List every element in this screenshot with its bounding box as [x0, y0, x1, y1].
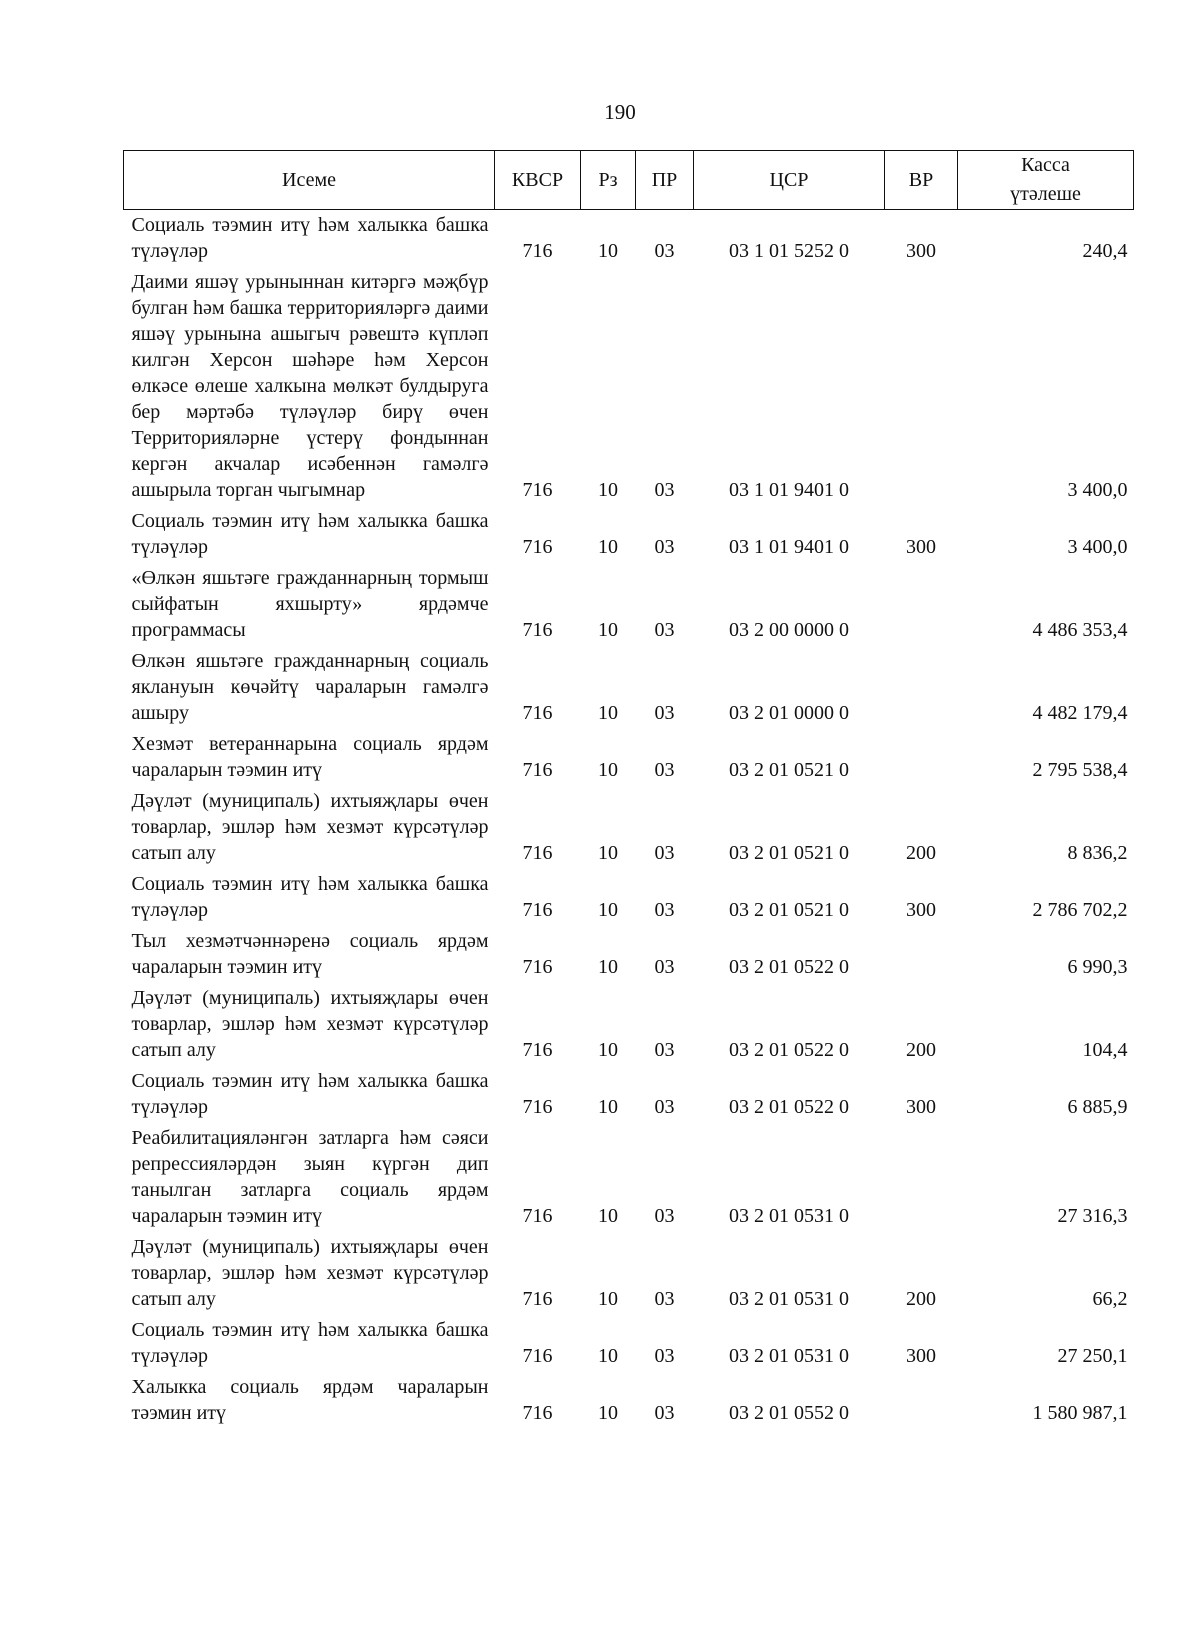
cell-name: Социаль тәэмин итү һәм халыкка башка түләүләр [131, 1070, 489, 1118]
cell-csr: 03 1 01 9401 0 [729, 536, 849, 558]
cell-kvsr: 716 [522, 1345, 553, 1367]
cell-vr [885, 1123, 958, 1232]
table-row [124, 1123, 1134, 1232]
header-row [124, 151, 1134, 210]
cell-vr [885, 646, 958, 729]
cell-pr: 03 [654, 1345, 675, 1367]
cell-rz: 10 [598, 1345, 618, 1367]
cell-rz: 10 [598, 1402, 618, 1424]
cell-name: Дәүләт (муниципаль) ихтыяҗлары өчен товарлар, эшләр һәм хезмәт күрсәтүләр сатып алу [131, 1236, 489, 1310]
cell-sum: 1 580 987,1 [1032, 1402, 1128, 1424]
cell-sum: 4 482 179,4 [1032, 702, 1128, 724]
cell-kvsr: 716 [522, 1039, 553, 1061]
header-sum [958, 151, 1134, 210]
cell-csr: 03 2 00 0000 0 [729, 619, 849, 641]
cell-sum: 3 400,0 [1067, 536, 1128, 558]
cell-kvsr: 716 [522, 842, 553, 864]
cell-name: Хезмәт ветераннарына социаль ярдәм чараларын тәэмин итү [131, 733, 489, 781]
cell-pr: 03 [654, 956, 675, 978]
table-row [124, 1066, 1134, 1123]
cell-kvsr: 716 [522, 1205, 553, 1227]
cell-vr: 300 [906, 1096, 936, 1118]
cell-rz: 10 [598, 702, 618, 724]
cell-pr: 03 [654, 1096, 675, 1118]
cell-vr: 200 [906, 842, 936, 864]
cell-name: Социаль тәэмин итү һәм халыкка башка түләүләр [131, 214, 489, 262]
cell-sum: 8 836,2 [1067, 842, 1128, 864]
header-sum-line1: Касса [1021, 154, 1070, 176]
cell-vr [885, 563, 958, 646]
cell-csr: 03 2 01 0000 0 [729, 702, 849, 724]
cell-sum: 240,4 [1082, 240, 1128, 262]
cell-rz: 10 [598, 240, 618, 262]
cell-kvsr: 716 [522, 1402, 553, 1424]
cell-sum: 6 885,9 [1067, 1096, 1128, 1118]
cell-pr: 03 [654, 240, 675, 262]
cell-csr: 03 2 01 0531 0 [729, 1205, 849, 1227]
cell-kvsr: 716 [522, 759, 553, 781]
table-row [124, 1232, 1134, 1315]
cell-rz: 10 [598, 1205, 618, 1227]
cell-pr: 03 [654, 1402, 675, 1424]
table-row [124, 646, 1134, 729]
header-sum-line2: үтәлеше [1010, 183, 1081, 205]
cell-sum: 4 486 353,4 [1032, 619, 1128, 641]
cell-sum: 27 316,3 [1057, 1205, 1128, 1227]
cell-name: Дәүләт (муниципаль) ихтыяҗлары өчен товарлар, эшләр һәм хезмәт күрсәтүләр сатып алу [131, 987, 489, 1061]
cell-name: Даими яшәү урыныннан китәргә мәҗбүр булган һәм башка территорияләргә даими яшәү урынына ашыгыч рәвештә күпләп килгән Херсон шәһәре һәм Херсон өлкәсе өлеше халкына мөлкәт булдыруга бер мәртәбә түләүләр бирү өчен Территорияләрне үстерү фондыннан кергән акчалар исәбеннән гамәлгә ашырыла торган чыгымнар [131, 271, 489, 501]
cell-csr: 03 2 01 0522 0 [729, 956, 849, 978]
cell-kvsr: 716 [522, 1096, 553, 1118]
table-row [124, 983, 1134, 1066]
cell-kvsr: 716 [522, 702, 553, 724]
cell-csr: 03 1 01 9401 0 [729, 479, 849, 501]
header-vr: ВР [885, 151, 958, 210]
cell-csr: 03 2 01 0552 0 [729, 1402, 849, 1424]
cell-pr: 03 [654, 842, 675, 864]
header-kvsr: КВСР [495, 151, 581, 210]
cell-kvsr: 716 [522, 956, 553, 978]
cell-pr: 03 [654, 1039, 675, 1061]
table-body [124, 210, 1134, 1430]
budget-table [123, 150, 1134, 1429]
cell-csr: 03 2 01 0521 0 [729, 759, 849, 781]
cell-rz: 10 [598, 1039, 618, 1061]
cell-pr: 03 [654, 759, 675, 781]
cell-vr [885, 729, 958, 786]
cell-rz: 10 [598, 1096, 618, 1118]
cell-csr: 03 2 01 0531 0 [729, 1345, 849, 1367]
cell-name: Халыкка социаль ярдәм чараларын тәэмин итү [131, 1376, 489, 1424]
cell-pr: 03 [654, 1288, 675, 1310]
cell-name: Тыл хезмәтчәннәренә социаль ярдәм чараларын тәэмин итү [131, 930, 489, 978]
cell-sum: 104,4 [1082, 1039, 1128, 1061]
page-number: 190 [604, 100, 636, 124]
cell-vr: 300 [906, 536, 936, 558]
cell-vr: 200 [906, 1039, 936, 1061]
cell-rz: 10 [598, 899, 618, 921]
cell-rz: 10 [598, 842, 618, 864]
cell-csr: 03 2 01 0521 0 [729, 899, 849, 921]
cell-name: Дәүләт (муниципаль) ихтыяҗлары өчен товарлар, эшләр һәм хезмәт күрсәтүләр сатып алу [131, 790, 489, 864]
cell-sum: 3 400,0 [1067, 479, 1128, 501]
cell-name: Социаль тәэмин итү һәм халыкка башка түләүләр [131, 1319, 489, 1367]
table-row [124, 729, 1134, 786]
cell-kvsr: 716 [522, 240, 553, 262]
cell-csr: 03 1 01 5252 0 [729, 240, 849, 262]
cell-name: Өлкән яшьтәге гражданнарның социаль яклануын көчәйтү чараларын гамәлгә ашыру [131, 650, 489, 724]
table-row [124, 1315, 1134, 1372]
cell-pr: 03 [654, 479, 675, 501]
table-row [124, 786, 1134, 869]
cell-rz: 10 [598, 619, 618, 641]
cell-csr: 03 2 01 0522 0 [729, 1039, 849, 1061]
cell-sum: 27 250,1 [1057, 1345, 1128, 1367]
cell-name: Реабилитацияләнгән затларга һәм сәяси репрессияләрдән зыян күргән дип танылган затларга социаль ярдәм чараларын тәэмин итү [131, 1127, 489, 1227]
header-rz: Рз [581, 151, 636, 210]
cell-vr: 300 [906, 1345, 936, 1367]
cell-rz: 10 [598, 479, 618, 501]
cell-vr: 300 [906, 240, 936, 262]
cell-vr [885, 267, 958, 506]
cell-pr: 03 [654, 619, 675, 641]
cell-pr: 03 [654, 536, 675, 558]
cell-csr: 03 2 01 0522 0 [729, 1096, 849, 1118]
cell-rz: 10 [598, 536, 618, 558]
table-header [124, 151, 1134, 210]
header-csr: ЦСР [694, 151, 885, 210]
table-row [124, 926, 1134, 983]
cell-csr: 03 2 01 0521 0 [729, 842, 849, 864]
cell-pr: 03 [654, 1205, 675, 1227]
cell-sum: 6 990,3 [1067, 956, 1128, 978]
cell-kvsr: 716 [522, 899, 553, 921]
cell-pr: 03 [654, 899, 675, 921]
cell-sum: 2 795 538,4 [1032, 759, 1128, 781]
table-row [124, 210, 1134, 268]
cell-pr: 03 [654, 702, 675, 724]
cell-kvsr: 716 [522, 619, 553, 641]
header-name: Исеме [124, 151, 495, 210]
cell-vr: 300 [906, 899, 936, 921]
cell-name: Социаль тәэмин итү һәм халыкка башка түләүләр [131, 873, 489, 921]
table-row [124, 1372, 1134, 1429]
cell-rz: 10 [598, 1288, 618, 1310]
cell-name: Социаль тәэмин итү һәм халыкка башка түләүләр [131, 510, 489, 558]
cell-kvsr: 716 [522, 536, 553, 558]
cell-csr: 03 2 01 0531 0 [729, 1288, 849, 1310]
header-pr: ПР [636, 151, 694, 210]
cell-vr [885, 926, 958, 983]
cell-rz: 10 [598, 759, 618, 781]
cell-name: «Өлкән яшьтәге гражданнарның тормыш сыйфатын яхшырту» ярдәмче программасы [131, 567, 489, 641]
cell-kvsr: 716 [522, 479, 553, 501]
cell-sum: 2 786 702,2 [1032, 899, 1128, 921]
table-row [124, 563, 1134, 646]
table-row [124, 869, 1134, 926]
cell-vr [885, 1372, 958, 1429]
cell-kvsr: 716 [522, 1288, 553, 1310]
table-row [124, 267, 1134, 506]
cell-rz: 10 [598, 956, 618, 978]
cell-vr: 200 [906, 1288, 936, 1310]
cell-sum: 66,2 [1092, 1288, 1128, 1310]
table-row [124, 506, 1134, 563]
